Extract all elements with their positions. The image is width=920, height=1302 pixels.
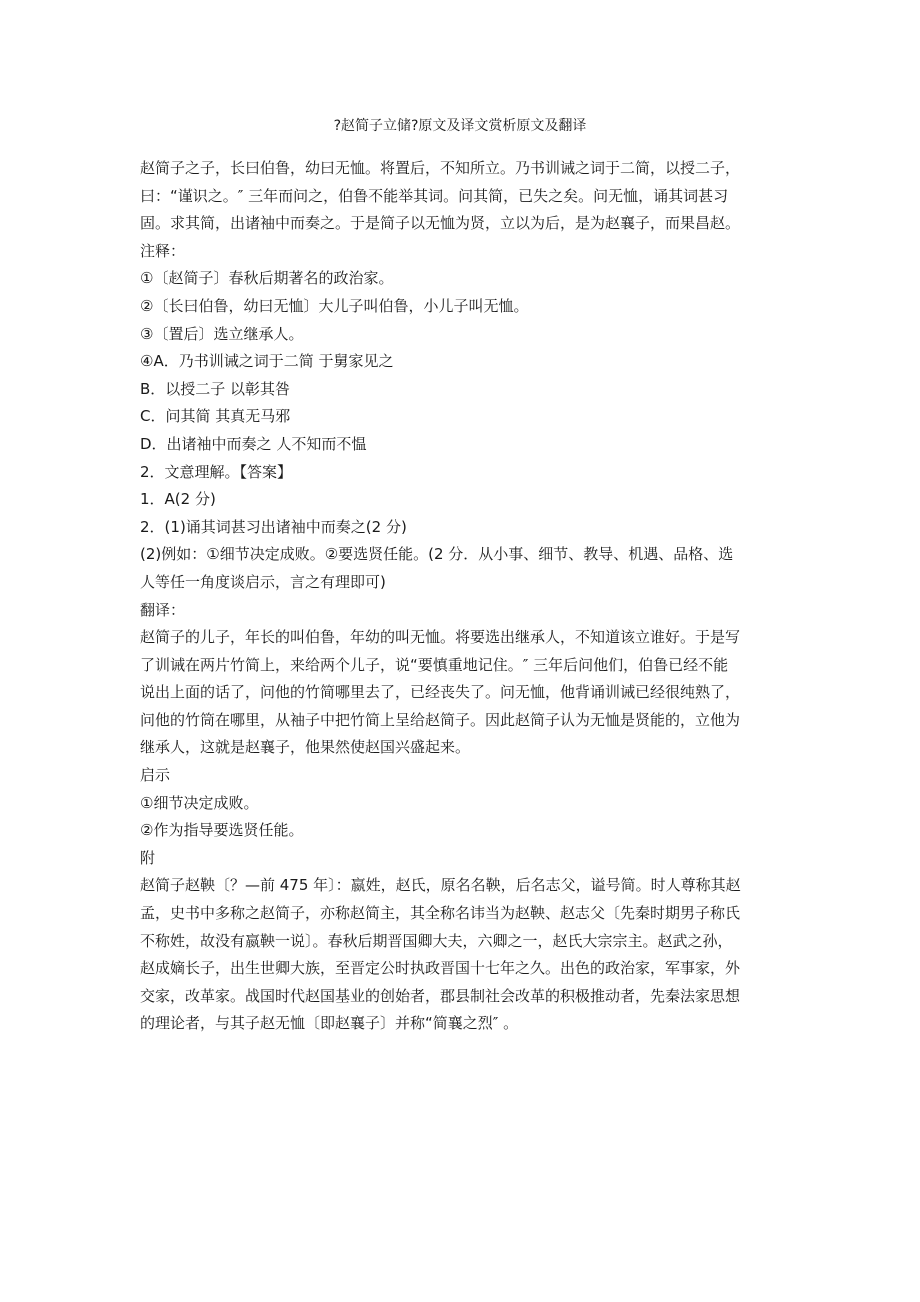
text-line: 赵简子之子，长曰伯鲁，幼曰无恤。将置后，不知所立。乃书训诫之词于二简，以授二子，	[140, 159, 741, 177]
text-line: C．问其简 其真无马邪	[140, 407, 291, 426]
text-line: ③〔置后〕选立继承人。	[140, 324, 304, 343]
text-line: 孟，史书中多称之赵简子，亦称赵简主，其全称名讳当为赵鞅、赵志父〔先秦时期男子称氏	[140, 904, 741, 923]
text-line: 固。求其简，出诸袖中而奏之。于是简子以无恤为贤，立以为后，是为赵襄子，而果昌赵。	[140, 214, 741, 233]
text-line: 2．(1)诵其词甚习出诸袖中而奏之(2 分)	[140, 517, 407, 536]
text-line: 附	[140, 848, 156, 867]
text-line: 人等任一角度谈启示，言之有理即可)	[140, 572, 386, 591]
text-line: 问他的竹筒在哪里，从袖子中把竹简上呈给赵简子。因此赵简子认为无恤是贤能的，立他为	[140, 710, 741, 729]
text-line: ②〔长曰伯鲁，幼曰无恤〕大儿子叫伯鲁，小儿子叫无恤。	[140, 296, 529, 315]
text-line: 启示	[140, 766, 171, 785]
text-line: 翻译：	[140, 600, 186, 619]
text-line: 继承人，这就是赵襄子，他果然使赵国兴盛起来。	[140, 738, 471, 757]
text-line: 的理论者，与其子赵无恤〔即赵襄子〕并称“简襄之烈″ 。	[140, 1014, 519, 1033]
text-line: 不称姓，故没有嬴鞅一说〕。春秋后期晋国卿大夫，六卿之一，赵氏大宗宗主。赵武之孙，	[140, 931, 733, 950]
text-line: B．以授二子 以彰其咎	[140, 379, 291, 398]
text-line: ②作为指导要选贤任能。	[140, 821, 304, 840]
text-line: 赵成嫡长子，出生世卿大族，至晋定公时执政晋国十七年之久。出色的政治家，军事家，外	[140, 959, 741, 978]
text-line: ①细节决定成败。	[140, 793, 259, 812]
text-line: 1．A(2 分)	[140, 490, 216, 509]
text-line: 2．文意理解。【答案】	[140, 462, 293, 481]
text-line: ④A．乃书训诫之词于二简 于舅家见之	[140, 352, 394, 371]
text-line: 了训诫在两片竹简上，来给两个儿子，说“要慎重地记住。″ 三年后问他们，伯鲁已经不能	[140, 655, 729, 674]
text-line: 赵简子的儿子，年长的叫伯鲁，年幼的叫无恤。将要选出继承人，不知道该立谁好。于是写	[140, 628, 741, 647]
text-line: 说出上面的话了，问他的竹简哪里去了，已经丧失了。问无恤，他背诵训诫已经很纯熟了，	[140, 683, 741, 702]
text-line: 注释：	[140, 241, 186, 260]
text-line: (2)例如：①细节决定成败。②要选贤任能。(2 分．从小事、细节、教导、机遇、品格、选	[140, 545, 734, 564]
document-body	[140, 155, 800, 1038]
text-line: 曰：“谨识之。″ 三年而问之，伯鲁不能举其词。问其简，已失之矣。问无恤，诵其词甚习	[140, 186, 729, 205]
text-line: 赵简子赵鞅〔？—前 475 年〕：嬴姓，赵氏，原名名鞅，后名志父，谥号简。时人尊称其赵	[140, 876, 741, 895]
text-line: D．出诸袖中而奏之 人不知而不愠	[140, 434, 367, 453]
text-line: ①〔赵简子〕春秋后期著名的政治家。	[140, 269, 394, 288]
text-line: 交家，改革家。战国时代赵国基业的创始者，郡县制社会改革的积极推动者，先秦法家思想	[140, 986, 741, 1005]
document-title: ?赵简子立储?原文及译文赏析原文及翻译	[333, 118, 587, 134]
